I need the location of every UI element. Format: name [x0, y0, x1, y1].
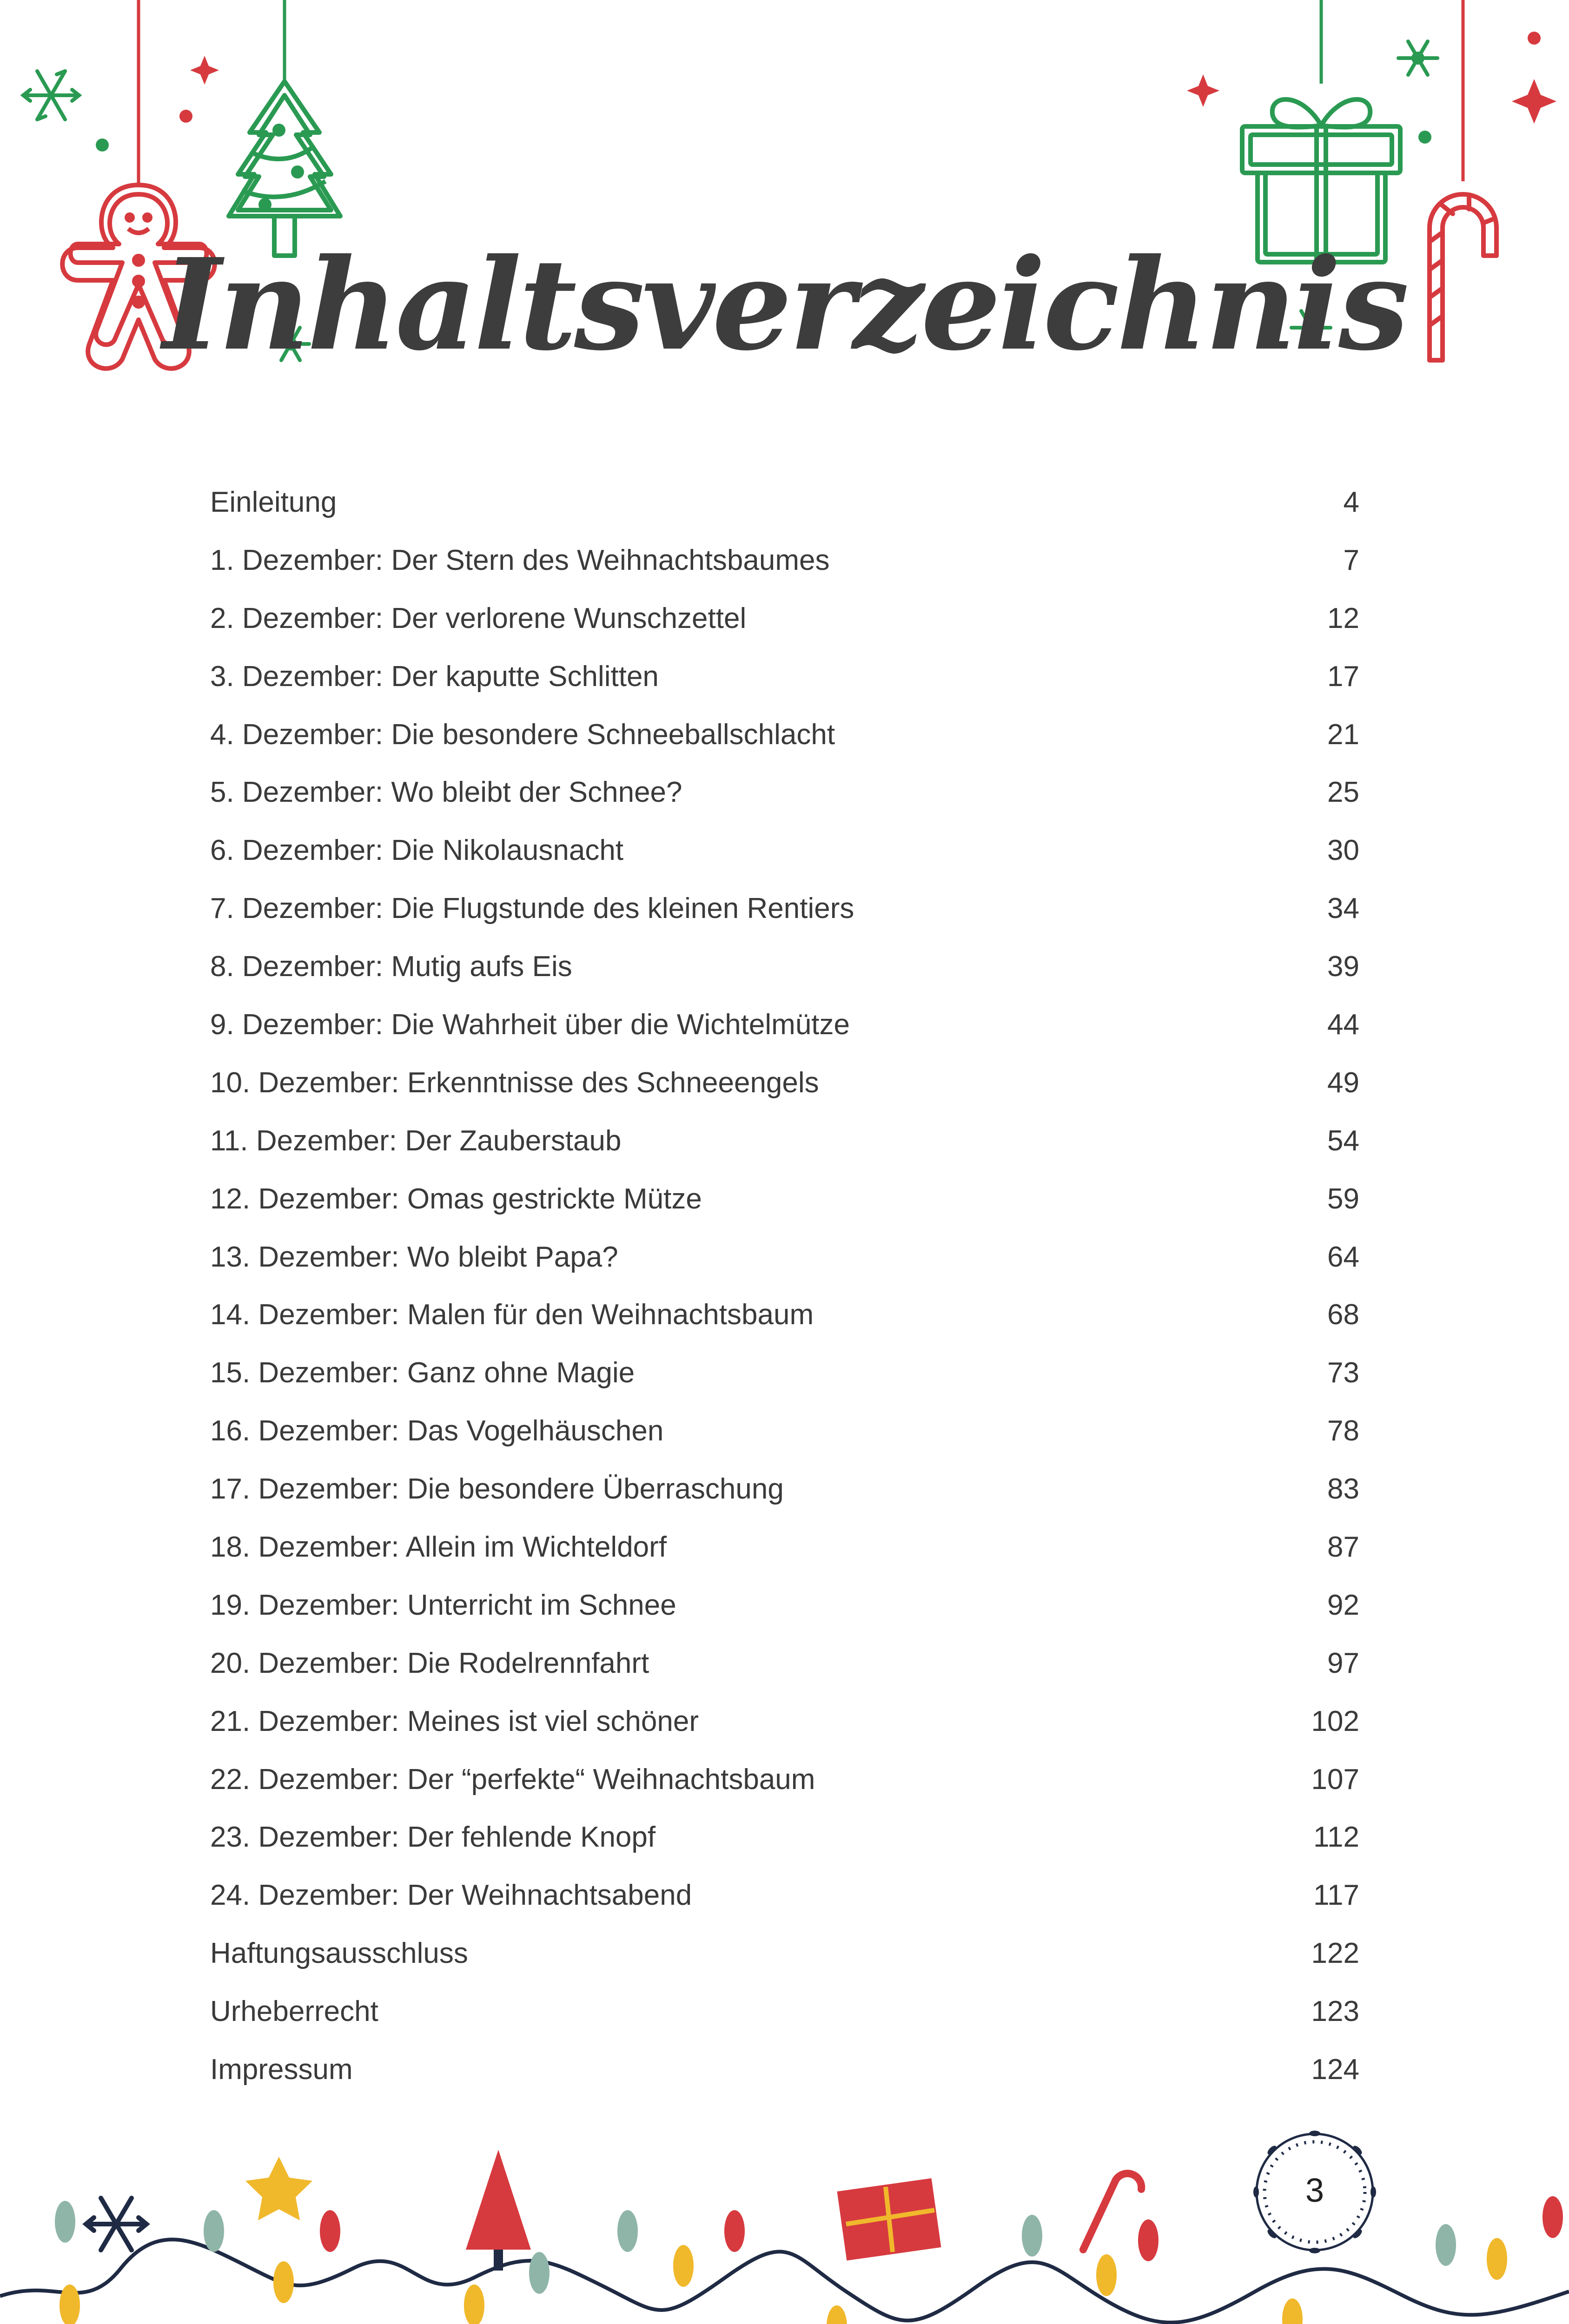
toc-row: [210, 1054, 1359, 1112]
page-title: Inhaltsverzeichnis: [162, 231, 1407, 378]
toc-label: 21. Dezember: Meines ist viel schöner: [210, 1705, 699, 1737]
page-number: 3: [1305, 2172, 1324, 2209]
toc-row: [210, 1170, 1359, 1228]
toc-row: [210, 647, 1359, 706]
toc-label: 6. Dezember: Die Nikolausnacht: [210, 834, 624, 867]
candy-cane-icon: [1083, 2173, 1141, 2250]
toc-label: 3. Dezember: Der kaputte Schlitten: [210, 660, 659, 693]
toc-page-number: 64: [1327, 1241, 1359, 1273]
toc-row: [210, 1344, 1359, 1402]
toc-page-number: 34: [1327, 892, 1359, 925]
toc-page-number: 92: [1327, 1589, 1359, 1621]
toc-page-number: 30: [1327, 834, 1359, 867]
toc-label: 20. Dezember: Die Rodelrennfahrt: [210, 1647, 649, 1679]
toc-page-number: 117: [1313, 1879, 1359, 1912]
toc-row: [210, 1518, 1359, 1576]
toc-page-number: 44: [1327, 1008, 1359, 1041]
toc-row: [210, 1924, 1359, 1982]
toc-page-number: 17: [1327, 660, 1359, 693]
toc-label: 10. Dezember: Erkenntnisse des Schneeengels: [210, 1066, 819, 1099]
toc-label: 15. Dezember: Ganz ohne Magie: [210, 1357, 635, 1389]
toc-row: [210, 938, 1359, 996]
toc-page-number: 25: [1327, 776, 1359, 809]
toc-label: 23. Dezember: Der fehlende Knopf: [210, 1821, 656, 1854]
toc-label: 11. Dezember: Der Zauberstaub: [210, 1124, 622, 1157]
toc-page-number: 122: [1311, 1937, 1359, 1970]
string-lights-icon: [0, 2239, 1569, 2323]
toc-row: [210, 2040, 1359, 2099]
toc-page-number: 87: [1327, 1531, 1359, 1563]
toc-page-number: 123: [1311, 1995, 1359, 2028]
toc-label: 13. Dezember: Wo bleibt Papa?: [210, 1241, 618, 1273]
toc-row: [210, 879, 1359, 938]
toc-page-number: 4: [1343, 486, 1359, 518]
snowflake-icon: [86, 2198, 146, 2250]
toc-row: [210, 1750, 1359, 1809]
toc-page-number: 124: [1311, 2053, 1359, 2086]
toc-row: [210, 996, 1359, 1054]
toc-page-number: 73: [1327, 1357, 1359, 1389]
toc-row: [210, 763, 1359, 821]
toc-label: 24. Dezember: Der Weihnachtsabend: [210, 1879, 692, 1912]
toc-page-number: 7: [1343, 544, 1359, 576]
gift-icon: [837, 2178, 941, 2260]
toc-row: [210, 1866, 1359, 1924]
toc-label: Haftungsausschluss: [210, 1937, 468, 1970]
toc-row: [210, 1460, 1359, 1518]
toc-page-number: 59: [1327, 1182, 1359, 1215]
toc-page-number: 97: [1327, 1647, 1359, 1679]
toc-row: [210, 1576, 1359, 1634]
toc-page-number: 107: [1311, 1763, 1359, 1796]
toc-row: [210, 706, 1359, 764]
toc-label: Urheberrecht: [210, 1995, 378, 2028]
toc-label: 1. Dezember: Der Stern des Weihnachtsbaumes: [210, 544, 830, 576]
toc-row: [210, 821, 1359, 879]
toc-label: Impressum: [210, 2053, 353, 2086]
toc-label: 2. Dezember: Der verlorene Wunschzettel: [210, 602, 747, 634]
toc-label: 18. Dezember: Allein im Wichteldorf: [210, 1531, 667, 1563]
toc-label: 9. Dezember: Die Wahrheit über die Wichtelmütze: [210, 1008, 850, 1041]
toc-label: 4. Dezember: Die besondere Schneeballschlacht: [210, 718, 835, 751]
toc-row: [210, 1982, 1359, 2040]
toc-page-number: 49: [1327, 1066, 1359, 1099]
toc-page-number: 68: [1327, 1299, 1359, 1331]
toc-page-number: 21: [1327, 718, 1359, 751]
toc-label: 12. Dezember: Omas gestrickte Mütze: [210, 1182, 702, 1215]
toc-label: 7. Dezember: Die Flugstunde des kleinen Rentiers: [210, 892, 854, 925]
toc-page-number: 12: [1327, 602, 1359, 634]
toc-label: 19. Dezember: Unterricht im Schnee: [210, 1589, 676, 1621]
table-of-contents: [210, 473, 1359, 2099]
christmas-tree-icon: [466, 2150, 531, 2271]
toc-label: 14. Dezember: Malen für den Weihnachtsbaum: [210, 1299, 814, 1331]
toc-label: Einleitung: [210, 486, 337, 518]
toc-label: 17. Dezember: Die besondere Überraschung: [210, 1473, 784, 1505]
toc-row: [210, 1112, 1359, 1170]
toc-page-number: 83: [1327, 1473, 1359, 1505]
toc-row: [210, 1286, 1359, 1344]
toc-row: [210, 1228, 1359, 1286]
toc-row: [210, 1634, 1359, 1692]
toc-label: 5. Dezember: Wo bleibt der Schnee?: [210, 776, 682, 809]
toc-label: 16. Dezember: Das Vogelhäuschen: [210, 1415, 664, 1447]
toc-page-number: 78: [1327, 1415, 1359, 1447]
toc-page-number: 102: [1311, 1705, 1359, 1737]
toc-label: 22. Dezember: Der “perfekte“ Weihnachtsbaum: [210, 1763, 815, 1796]
toc-label: 8. Dezember: Mutig aufs Eis: [210, 951, 572, 983]
toc-row: [210, 1402, 1359, 1460]
toc-page-number: 39: [1327, 951, 1359, 983]
toc-row: [210, 1808, 1359, 1866]
toc-row: [210, 473, 1359, 531]
toc-row: [210, 1692, 1359, 1750]
toc-page-number: 112: [1313, 1821, 1359, 1854]
toc-row: [210, 589, 1359, 647]
christmas-tree-icon: [229, 81, 340, 256]
star-icon: [190, 56, 1556, 124]
toc-page-number: 54: [1327, 1124, 1359, 1157]
toc-row: [210, 531, 1359, 589]
